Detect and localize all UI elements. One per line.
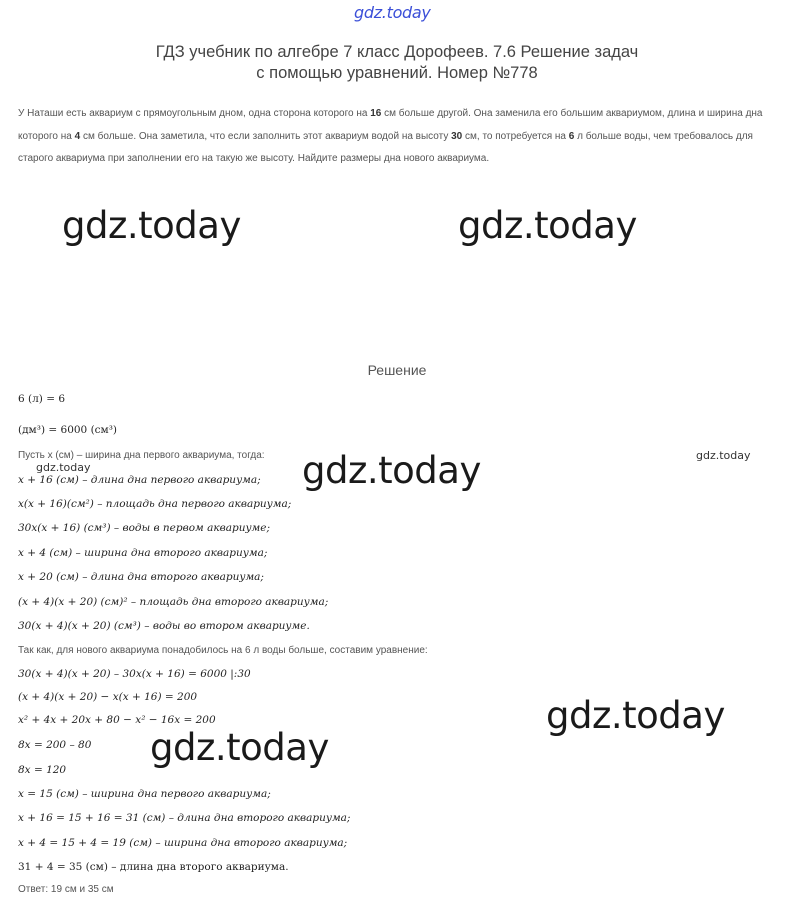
solution-line: x + 4 (см) – ширина дна второго аквариума; <box>18 547 268 559</box>
site-logo[interactable]: gdz.today <box>354 3 431 22</box>
problem-number-4: 6 <box>568 130 575 142</box>
watermark: gdz.today <box>546 694 725 737</box>
solution-line: 8x = 200 – 80 <box>18 739 92 751</box>
problem-number-3: 30 <box>451 130 463 142</box>
problem-text-4: см, то потребуется на <box>462 130 569 142</box>
solution-line: x² + 4x + 20x + 80 − x² − 16x = 200 <box>18 714 216 726</box>
watermark: gdz.today <box>62 204 241 247</box>
watermark: gdz.today <box>150 726 329 769</box>
watermark: gdz.today <box>302 449 481 492</box>
watermark: gdz.today <box>458 204 637 247</box>
page-title-line-1: ГДЗ учебник по алгебре 7 класс Дорофеев. 7.6 Решение задач <box>155 43 639 61</box>
problem-text-3: см больше. Она заметила, что если заполнить этот аквариум водой на высоту <box>80 130 452 142</box>
solution-line: 30(x + 4)(x + 20) (см³) – воды во втором аквариуме. <box>18 620 310 632</box>
answer-line: Ответ: 19 см и 35 см <box>18 884 114 895</box>
solution-line: 8x = 120 <box>18 764 67 776</box>
solution-line: (дм³) = 6000 (см³) <box>18 424 118 436</box>
page-title <box>0 42 794 84</box>
solution-line: x + 16 = 15 + 16 = 31 (см) – длина дна второго аквариума; <box>18 812 351 824</box>
solution-line: x(x + 16)(см²) – площадь дна первого аквариума; <box>18 498 292 510</box>
solution-line: (x + 4)(x + 20) − x(x + 16) = 200 <box>18 691 198 703</box>
solution-line: 6 (л) = 6 <box>18 393 66 405</box>
solution-line: 30(x + 4)(x + 20) – 30x(x + 16) = 6000 |:30 <box>18 668 251 680</box>
problem-number-1: 16 <box>370 108 382 119</box>
solution-heading: Решение <box>367 362 427 378</box>
solution-line: x + 4 = 15 + 4 = 19 (см) – ширина дна второго аквариума; <box>18 837 348 849</box>
solution-line: Так как, для нового аквариума понадобилось на 6 л воды больше, составим уравнение: <box>18 645 428 656</box>
solution-line: (x + 4)(x + 20) (см)² – площадь дна второго аквариума; <box>18 596 329 608</box>
problem-text-5: л больше воды, чем требовалось для старого аквариума при заполнении его на такую же высоту. Найдите размеры дна нового аквариума. <box>18 130 753 164</box>
solution-line: Пусть x (см) – ширина дна первого аквариума, тогда: <box>18 450 265 461</box>
solution-line: x + 16 (см) – длина дна первого аквариума; <box>18 474 261 486</box>
solution-line: 31 + 4 = 35 (см) – длина дна второго аквариума. <box>18 861 289 873</box>
problem-number-2: 4 <box>74 130 81 142</box>
problem-statement <box>18 103 778 171</box>
problem-text-2: см больше другой. Она заменила его большим аквариумом, длина и ширина дна которого на <box>18 108 763 142</box>
solution-line: x = 15 (см) – ширина дна первого аквариума; <box>18 788 271 800</box>
page-title-line-2: с помощью уравнений. Номер №778 <box>256 64 538 82</box>
solution-line: 30x(x + 16) (см³) – воды в первом аквариуме; <box>18 522 271 534</box>
watermark: gdz.today <box>696 449 751 462</box>
problem-text-1: У Наташи есть аквариум с прямоугольным дном, одна сторона которого на <box>18 108 371 119</box>
watermark: gdz.today <box>36 461 91 474</box>
solution-line: x + 20 (см) – длина дна второго аквариума; <box>18 571 264 583</box>
